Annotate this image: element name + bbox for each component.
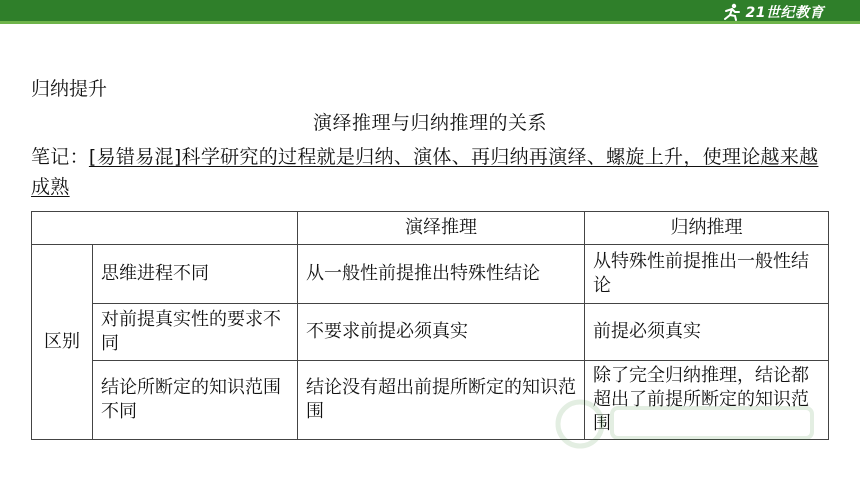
comparison-table	[31, 211, 829, 440]
group-label-cell: 区别	[32, 245, 93, 440]
logo-text: 21世纪教育	[745, 5, 824, 21]
table-row	[32, 361, 829, 440]
deductive-cell: 不要求前提必须真实	[298, 304, 585, 361]
note-text: [易错易混]科学研究的过程就是归纳、演体、再归纳再演绎、螺旋上升，使理论越来越成熟	[31, 146, 819, 198]
inductive-cell: 前提必须真实	[585, 304, 829, 361]
deductive-cell: 从一般性前提推出特殊性结论	[298, 245, 585, 304]
aspect-cell: 结论所断定的知识范围不同	[93, 361, 298, 440]
table-row	[32, 245, 829, 304]
aspect-cell: 对前提真实性的要求不同	[93, 304, 298, 361]
header-empty-cell	[32, 212, 298, 245]
section-heading: 归纳提升	[31, 78, 108, 100]
header-inductive: 归纳推理	[585, 212, 829, 245]
top-banner	[0, 0, 860, 24]
brand-logo	[720, 2, 824, 22]
runner-icon	[720, 3, 742, 21]
aspect-cell: 思维进程不同	[93, 245, 298, 304]
table-header-row	[32, 212, 829, 245]
header-deductive: 演绎推理	[298, 212, 585, 245]
page-title: 演绎推理与归纳推理的关系	[312, 112, 547, 134]
note-paragraph	[31, 142, 831, 202]
deductive-cell: 结论没有超出前提所断定的知识范围	[298, 361, 585, 440]
inductive-cell: 除了完全归纳推理，结论都超出了前提所断定的知识范围	[585, 361, 829, 440]
inductive-cell: 从特殊性前提推出一般性结论	[585, 245, 829, 304]
note-prefix: 笔记：	[31, 146, 89, 168]
table-row	[32, 304, 829, 361]
